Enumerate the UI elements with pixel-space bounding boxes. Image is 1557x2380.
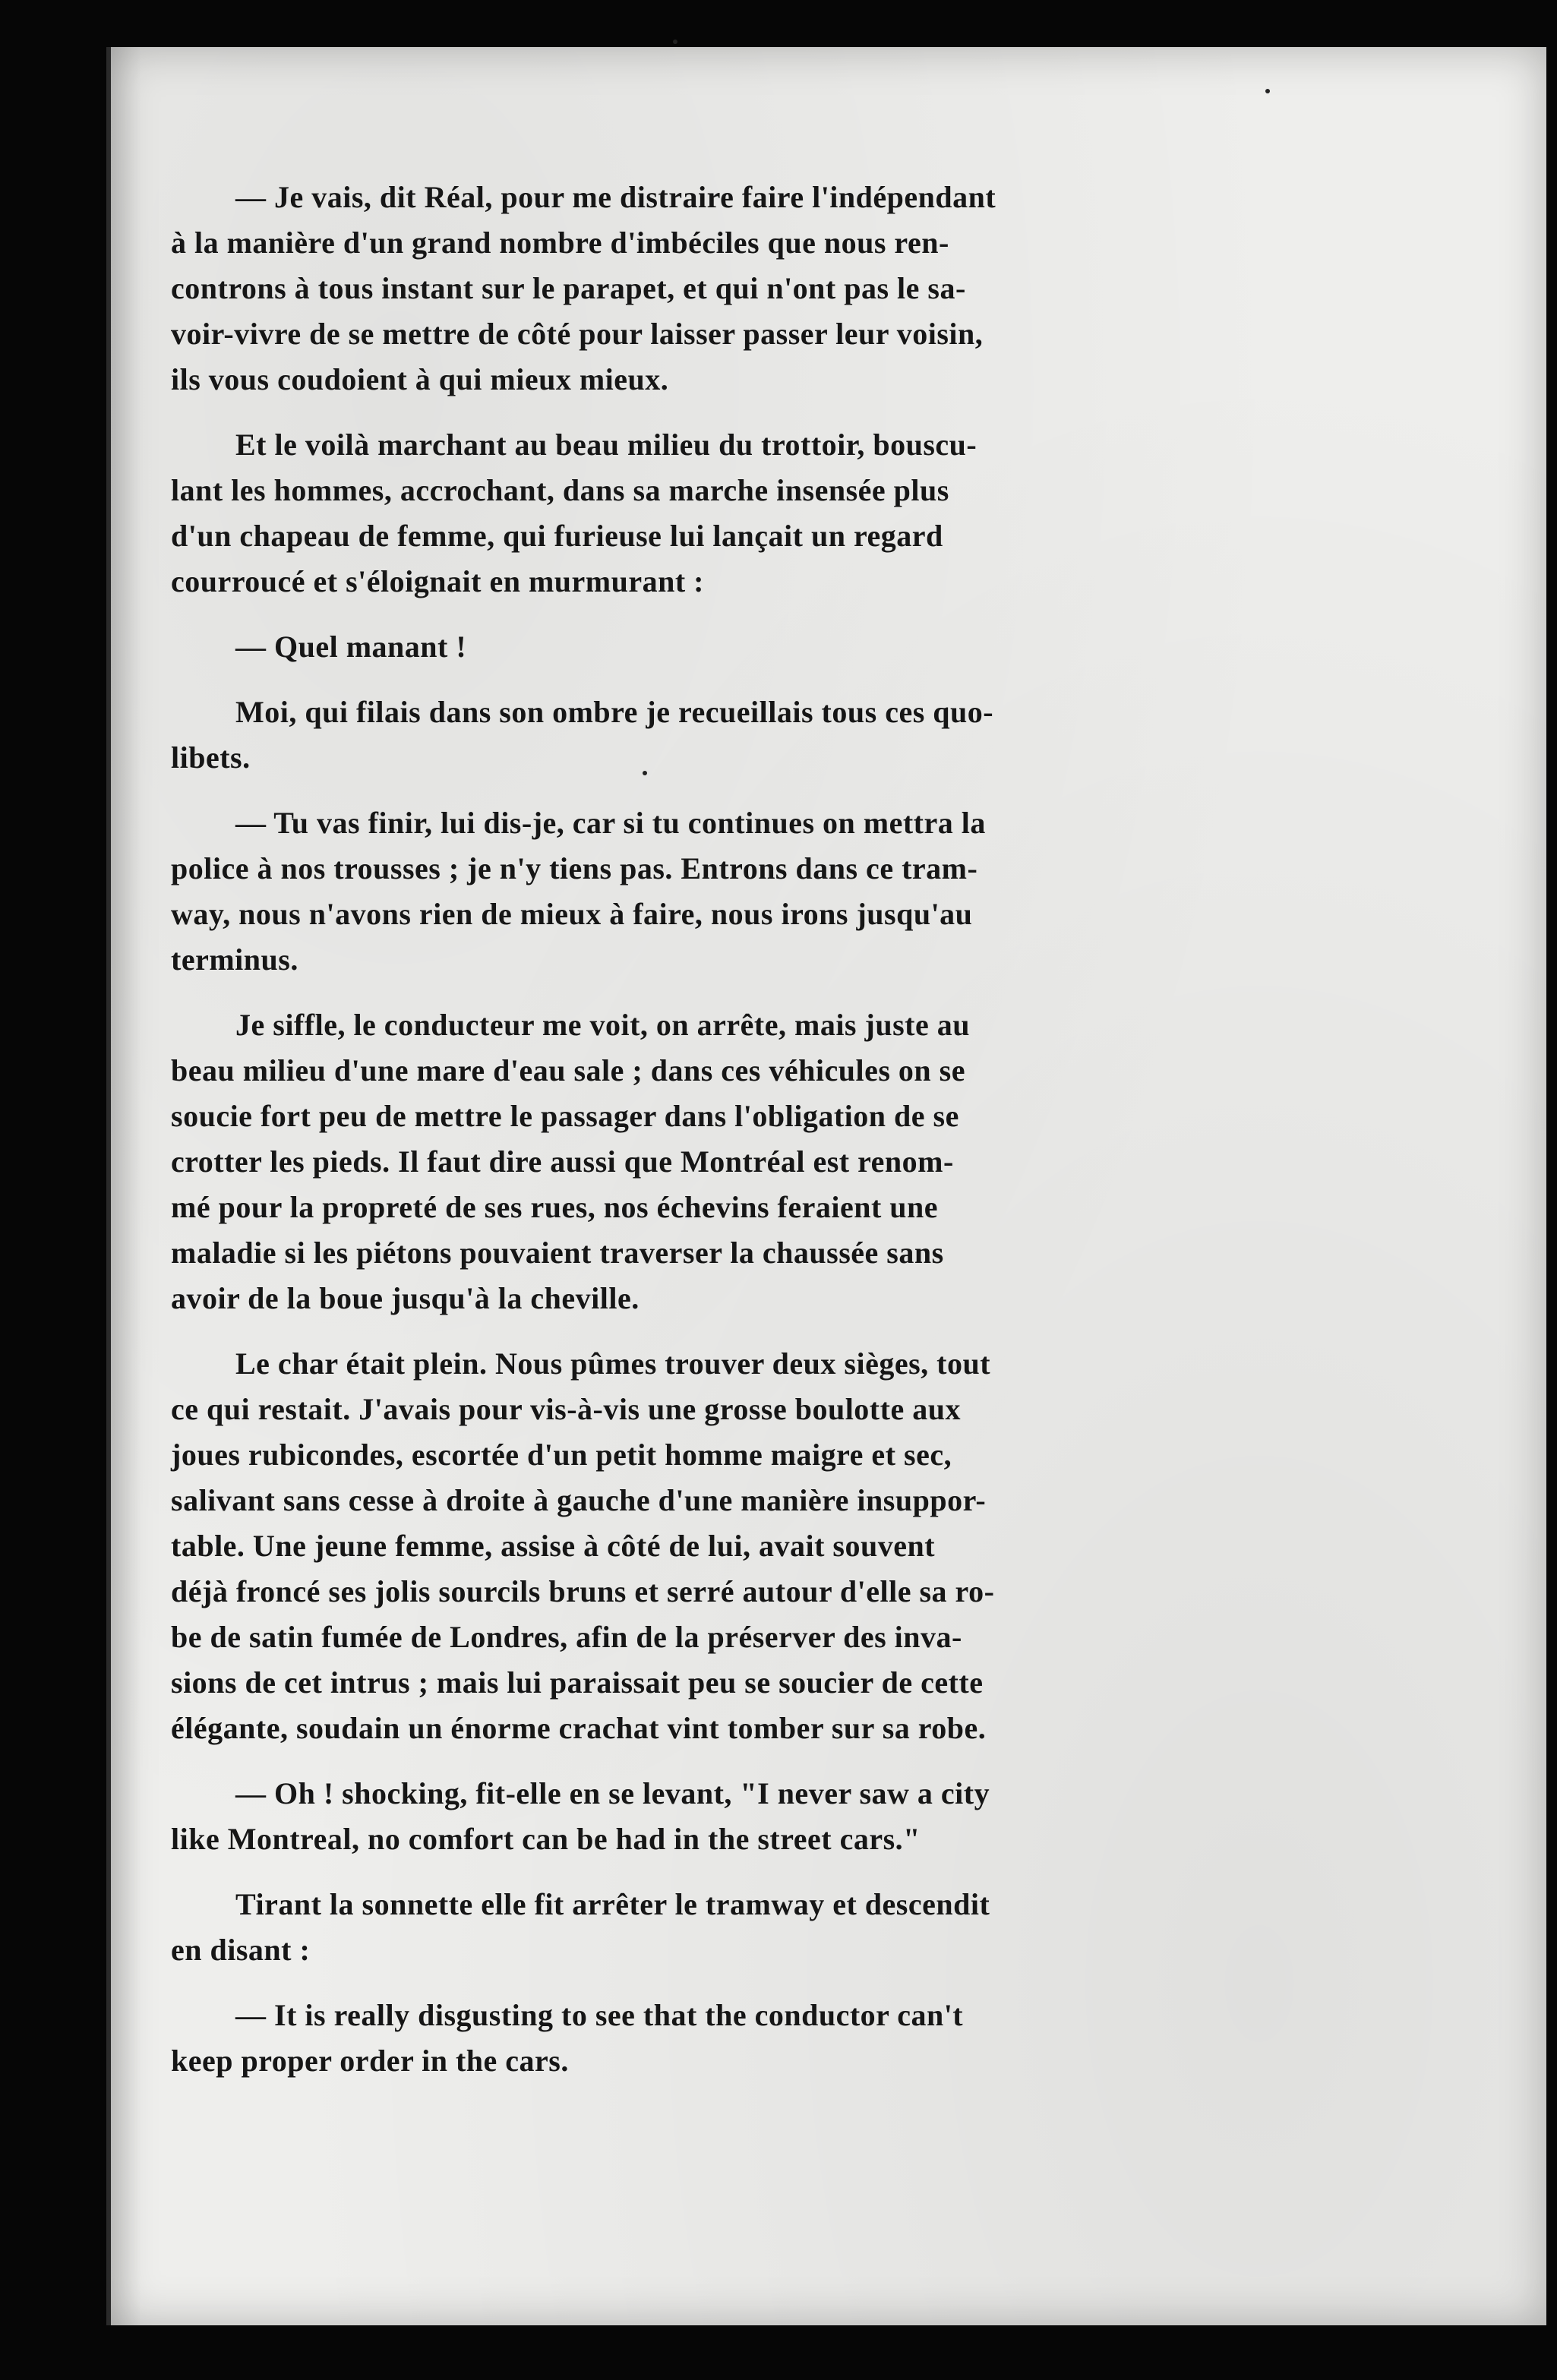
ink-speck — [673, 39, 677, 44]
paragraph: Je siffle, le conducteur me voit, on arrête, mais juste au beau milieu d'une mare d'eau sale ; dans ces véhicules on se soucie fort peu de mettre le passager dans l'obligation de se crotter les pieds. Il faut dire aussi que Montréal est renom- mé pour la propreté de ses rues, nos échevins feraient une maladie si les piétons pouvaient traverser la chaussée sans avoir de la boue jusqu'à la cheville. — [171, 1008, 970, 1315]
paragraph: — Tu vas finir, lui dis-je, car si tu continues on mettra la police à nos trousses ; je n'y tiens pas. Entrons dans ce tram- way, nous n'avons rien de mieux à faire, nous irons jusqu'au terminus. — [171, 806, 986, 977]
paragraph: — Oh ! shocking, fit-elle en se levant, "I never saw a city like Montreal, no comfort can be had in the street cars." — [171, 1776, 990, 1856]
paragraph: Moi, qui filais dans son ombre je recueillais tous ces quo- libets. — [171, 695, 994, 775]
paragraph: Tirant la sonnette elle fit arrêter le tramway et descendit en disant : — [171, 1887, 990, 1967]
paragraph: Et le voilà marchant au beau milieu du trottoir, bouscu- lant les hommes, accrochant, dans sa marche insensée plus d'un chapeau de femme, qui furieuse lui lançait un regard courroucé et s'éloignait en murmurant : — [171, 428, 977, 598]
paragraph: — It is really disgusting to see that the conductor can't keep proper order in the cars. — [171, 1998, 964, 2078]
paragraph: — Quel manant ! — [235, 630, 467, 664]
paragraph: — Je vais, dit Réal, pour me distraire faire l'indépendant à la manière d'un grand nombre d'imbéciles que nous ren- controns à tous instant sur le parapet, et qui n'ont pas le sa- voir-vivre de se mettre de côté pour laisser passer leur voisin, ils vous coudoient à qui mieux mieux. — [171, 180, 996, 396]
page-text — [171, 175, 1371, 2104]
ink-speck — [1265, 89, 1270, 93]
paragraph: Le char était plein. Nous pûmes trouver deux sièges, tout ce qui restait. J'avais pour vis-à-vis une grosse boulotte aux joues rubicondes, escortée d'un petit homme maigre et sec, salivant sans cesse à droite à gauche d'une manière insuppor- table. Une jeune femme, assise à côté de lui, avait souvent déjà froncé ses jolis sourcils bruns et serré autour d'elle sa ro- be de satin fumée de Londres, afin de la préserver des inva- sions de cet intrus ; mais lui paraissait peu se soucier de cette élégante, soudain un énorme crachat vint tomber sur sa robe. — [171, 1346, 995, 1745]
